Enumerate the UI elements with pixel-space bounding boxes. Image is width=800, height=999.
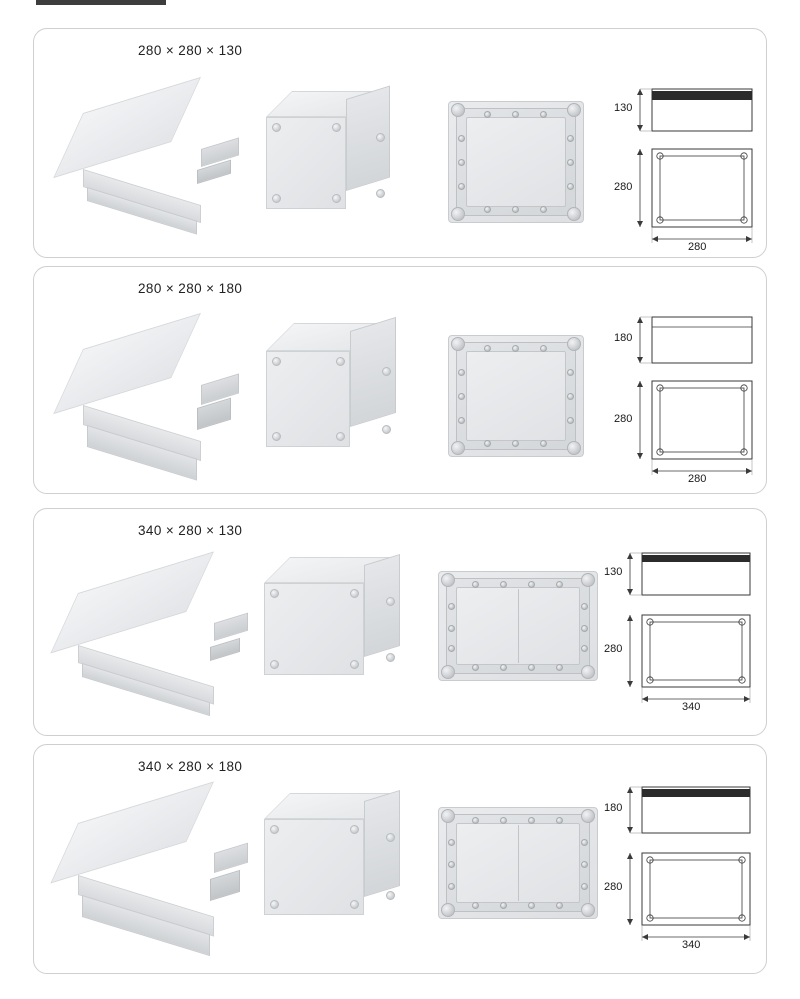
size-panel-3 [33, 508, 767, 736]
dim-width-label: 340 [682, 701, 701, 713]
size-panel-1 [33, 28, 767, 258]
box-render-isometric [54, 817, 244, 927]
box-render-isometric [61, 107, 221, 197]
dim-height-label: 130 [614, 102, 633, 114]
technical-drawing [604, 773, 760, 963]
dim-width-label: 280 [688, 241, 707, 253]
top-accent-bar [36, 0, 166, 5]
dim-depth-label: 280 [604, 643, 623, 655]
dim-height-label: 130 [604, 566, 623, 578]
panel-title: 340 × 280 × 130 [138, 523, 243, 538]
dim-height-label: 180 [614, 332, 633, 344]
box-render-open-base [448, 101, 584, 223]
panel-title: 340 × 280 × 180 [138, 759, 243, 774]
dim-depth-label: 280 [614, 181, 633, 193]
panel-title: 280 × 280 × 180 [138, 281, 243, 296]
technical-drawing [614, 299, 762, 485]
size-panel-2 [33, 266, 767, 494]
box-render-three-quarter [256, 91, 396, 221]
box-render-three-quarter [250, 557, 410, 697]
dim-depth-label: 280 [614, 413, 633, 425]
box-render-open-base [448, 335, 584, 457]
box-render-isometric [54, 587, 244, 687]
dim-depth-label: 280 [604, 881, 623, 893]
box-render-open-base [438, 807, 598, 919]
box-render-three-quarter [256, 323, 396, 459]
technical-drawing [614, 71, 762, 253]
box-render-open-base [438, 571, 598, 681]
box-render-three-quarter [250, 793, 410, 935]
size-panel-4 [33, 744, 767, 974]
dim-width-label: 340 [682, 939, 701, 951]
dim-height-label: 180 [604, 802, 623, 814]
box-render-isometric [61, 345, 231, 445]
technical-drawing [604, 537, 760, 725]
dim-width-label: 280 [688, 473, 707, 485]
panel-title: 280 × 280 × 130 [138, 43, 243, 58]
